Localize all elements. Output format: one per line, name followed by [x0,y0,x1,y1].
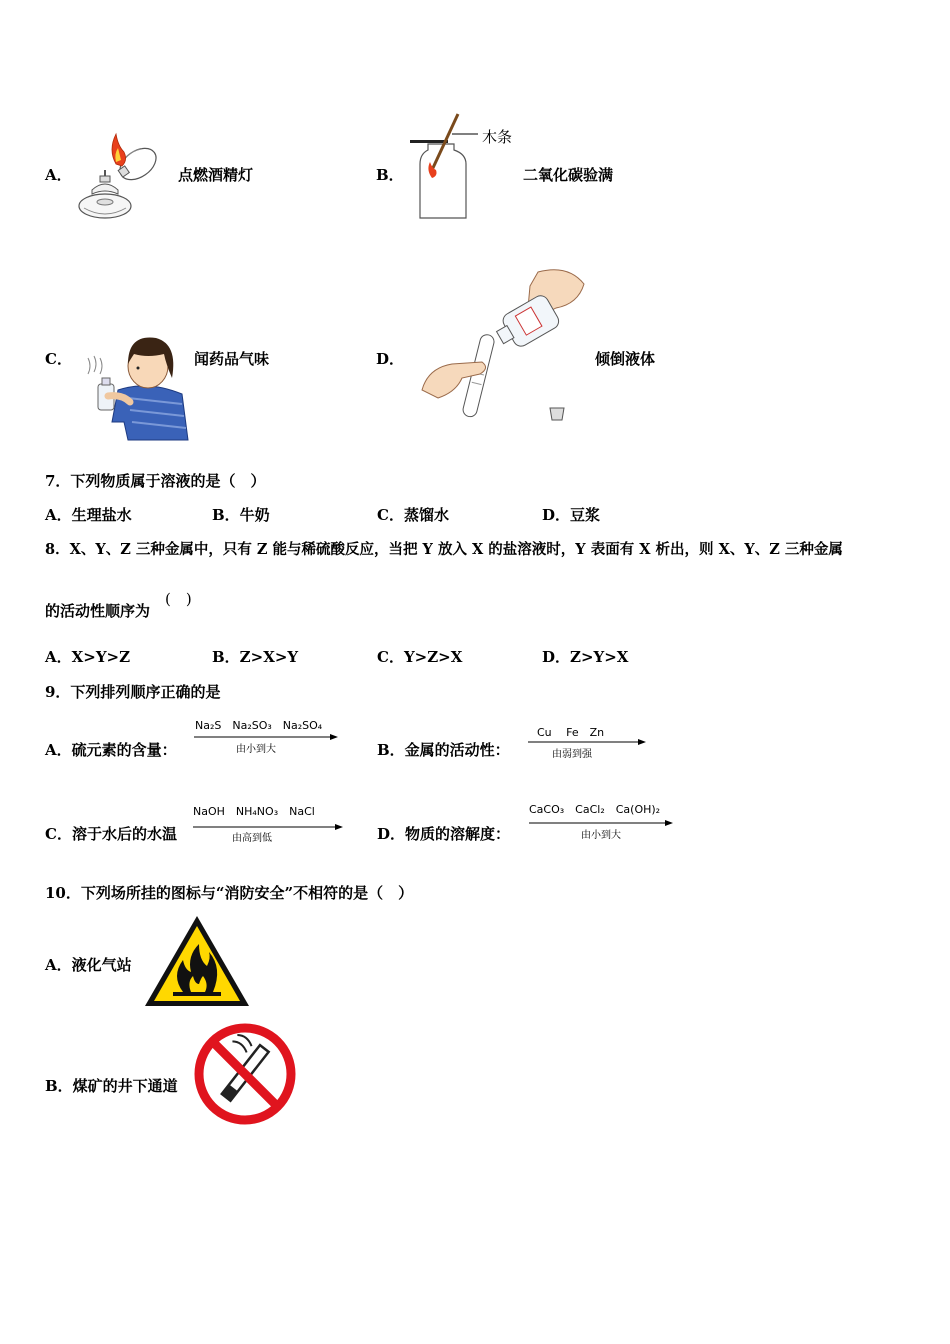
q7-option-d: D．豆浆 [542,506,601,524]
q8-option-d: D．Z>Y>X [542,648,629,666]
q7-option-a: A．生理盐水 [45,506,132,524]
q6-option-b-caption: 二氧化碳验满 [523,166,614,184]
q8-option-b: B．Z>X>Y [212,648,299,666]
q9-option-a-top: Na₂S Na₂SO₃ Na₂SO₄ [195,719,323,732]
q10-stem: 10．下列场所挂的图标与“消防安全”不相符的是（ ） [45,884,414,902]
q9-option-c-text: C．溶于水后的水温 [45,825,177,843]
q8-option-c: C．Y>Z>X [377,648,463,666]
q6-option-b-label: 木条 [482,128,513,146]
q9-option-a-text: A．硫元素的含量： [45,741,177,759]
q6-option-d-letter: D． [376,350,405,368]
q9-option-d-top: CaCO₃ CaCl₂ Ca(OH)₂ [529,803,661,816]
alcohol-lamp-lighting-figure [78,124,170,228]
q9-option-b-text: B．金属的活动性： [377,741,510,759]
q10-option-b: B．煤矿的井下通道 [45,1077,178,1095]
q8-stem-line1: 8．X、Y、Z 三种金属中，只有 Z 能与稀硫酸反应，当把 Y 放入 X 的盐溶液时，Y 表面有 X 析出，则 X、Y、Z 三种金属 [45,541,843,558]
q6-option-a-letter: A． [45,166,72,184]
q7-stem: 7．下列物质属于溶液的是（ ） [45,472,266,490]
q6-option-d-caption: 倾倒液体 [595,350,656,368]
q9-option-c-bottom: 由高到低 [232,833,272,844]
smell-chemical-figure [78,324,192,440]
q9-option-b-top: Cu Fe Zn [537,726,605,739]
glass-plate [410,140,448,143]
q7-option-b: B．牛奶 [212,506,270,524]
q9-stem: 9．下列排列顺序正确的是 [45,683,221,701]
q6-option-c-letter: C． [45,350,72,368]
q8-option-a: A．X>Y>Z [45,648,131,666]
q9-option-a-bottom: 由小到大 [236,744,276,755]
flammable-warning-sign-icon [143,914,251,1008]
q6-option-c-caption: 闻药品气味 [194,350,270,368]
q9-option-b-bottom: 由弱到强 [552,749,592,760]
bottle-stopper [550,408,564,420]
q6-option-b-letter: B． [376,166,404,184]
q9-option-d-bottom: 由小到大 [581,830,621,841]
q6-option-a-caption: 点燃酒精灯 [178,166,254,184]
no-smoking-sign-icon [193,1022,297,1126]
gas-collecting-bottle [420,144,466,218]
q9-option-c-top: NaOH NH₄NO₃ NaCl [193,805,315,818]
q10-option-a: A．液化气站 [45,956,132,974]
q9-option-d-text: D．物质的溶解度： [377,825,511,843]
pour-liquid-figure [418,264,590,434]
flame-icon [112,134,126,166]
q8-answer-paren: ( ) [165,590,192,608]
q7-option-c: C．蒸馏水 [377,506,449,524]
q8-stem-line2: 的活动性顺序为 [45,602,151,620]
